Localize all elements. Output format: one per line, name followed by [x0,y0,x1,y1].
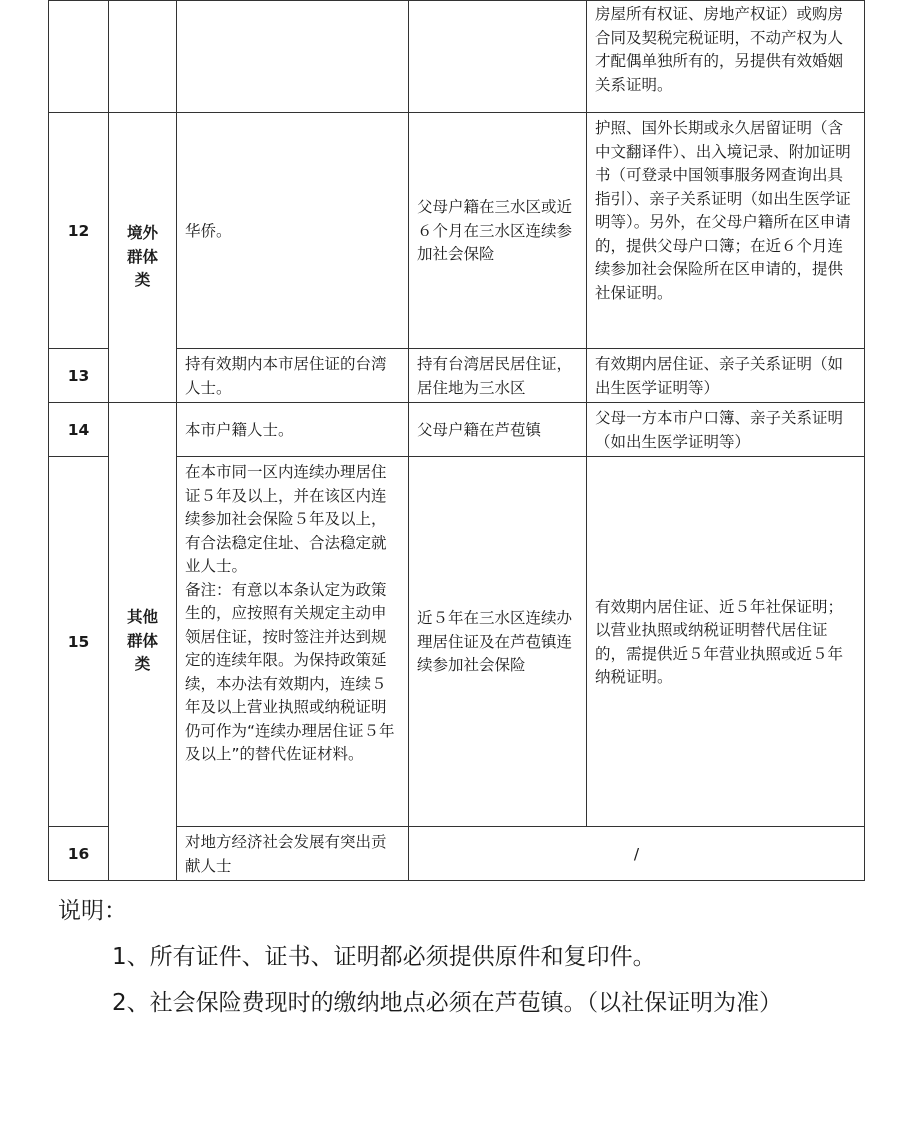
documents-cell: 有效期内居住证、亲子关系证明（如出生医学证明等） [587,349,865,403]
table-row [49,113,865,349]
policy-table [48,0,865,881]
row-number: 12 [49,113,109,349]
condition-cell: 对地方经济社会发展有突出贡献人士 [177,827,409,881]
documents-cell: 父母一方本市户口簿、亲子关系证明（如出生医学证明等） [587,403,865,457]
table-row [49,403,865,457]
row-number [49,1,109,113]
row-number: 14 [49,403,109,457]
table-row [49,1,865,113]
condition-note: 备注：有意以本条认定为政策生的，应按照有关规定主动申领居住证，按时签注并达到规定的连续年限。为保持政策延续，本办法有效期内，连续５年及以上营业执照或纳税证明仍可作为“连续办理居住证５年及以上”的替代佐证材料。 [185,580,395,763]
documents-cell: 护照、国外长期或永久居留证明（含中文翻译件）、出入境记录、附加证明书（可登录中国领事服务网查询出具指引）、亲子关系证明（如出生医学证明等）。另外，在父母户籍所在区申请的，提供父母户口簿；在近６个月连续参加社会保险所在区申请的，提供社保证明。 [587,113,865,349]
category-cell [109,1,177,113]
condition-cell [177,457,409,827]
notes-title: 说明： [58,898,127,924]
condition-cell: 本市户籍人士。 [177,403,409,457]
documents-cell: 有效期内居住证、近５年社保证明；以营业执照或纳税证明替代居住证的，需提供近５年营业执照或近５年纳税证明。 [587,457,865,827]
category-other: 其他群体类 [109,403,177,881]
condition-cell [177,1,409,113]
documents-cell: 房屋所有权证、房地产权证）或购房合同及契税完税证明，不动产权为人才配偶单独所有的，另提供有效婚姻关系证明。 [587,1,865,113]
condition-text: 在本市同一区内连续办理居住证５年及以上，并在该区内连续参加社会保险５年及以上，有合法稳定住址、合法稳定就业人士。 [185,463,387,575]
row-number: 13 [49,349,109,403]
scope-cell [409,1,587,113]
condition-cell: 华侨。 [177,113,409,349]
category-overseas: 境外群体类 [109,113,177,403]
scope-cell: 父母户籍在芦苞镇 [409,403,587,457]
row-number: 15 [49,457,109,827]
note-item-1: 1、所有证件、证书、证明都必须提供原件和复印件。 [112,944,656,970]
scope-cell: 近５年在三水区连续办理居住证及在芦苞镇连续参加社会保险 [409,457,587,827]
merged-cell: / [409,827,865,881]
notes-section [58,888,858,1026]
scope-cell: 父母户籍在三水区或近６个月在三水区连续参加社会保险 [409,113,587,349]
note-item-2: 2、社会保险费现时的缴纳地点必须在芦苞镇。（以社保证明为准） [112,990,783,1016]
row-number: 16 [49,827,109,881]
scope-cell: 持有台湾居民居住证，居住地为三水区 [409,349,587,403]
condition-cell: 持有效期内本市居住证的台湾人士。 [177,349,409,403]
